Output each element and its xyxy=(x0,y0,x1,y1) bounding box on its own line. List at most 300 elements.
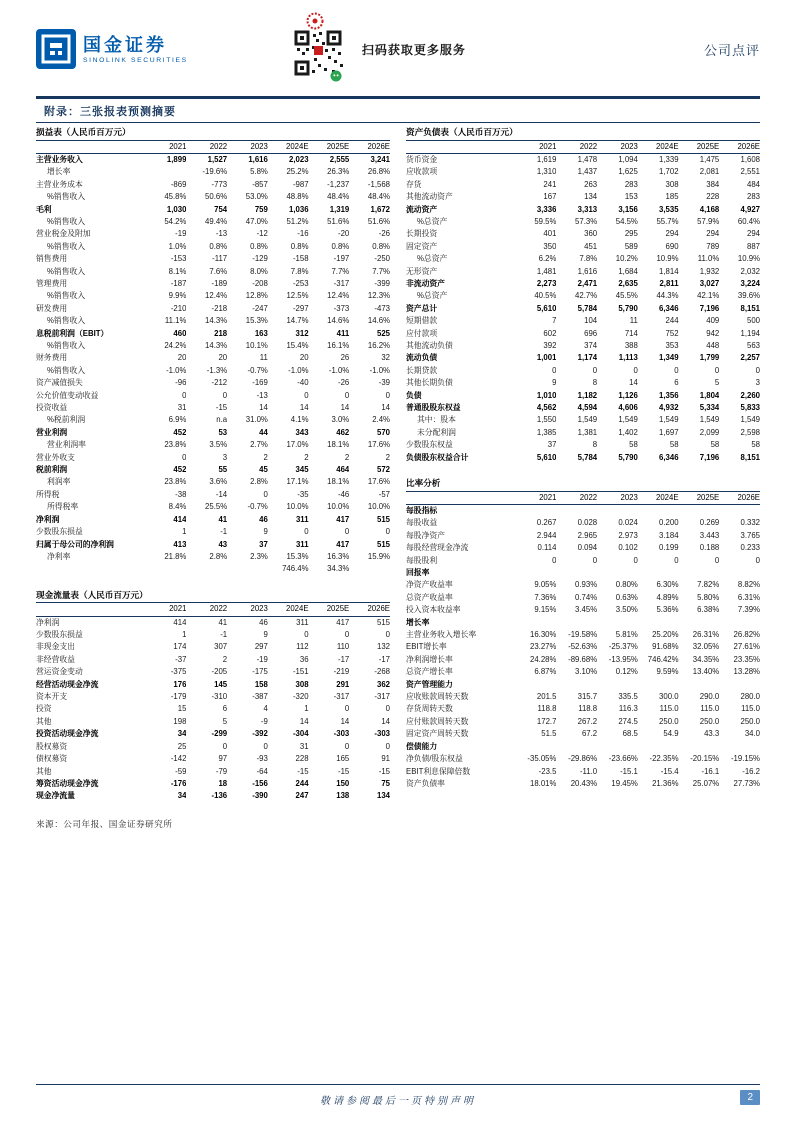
cell-value: 4,927 xyxy=(740,204,760,214)
table-row xyxy=(406,414,760,426)
cell-value: 5,833 xyxy=(740,403,760,413)
cell-value: 0 xyxy=(344,390,350,400)
cell-value xyxy=(597,567,638,579)
cell-value: -129 xyxy=(252,254,268,264)
row-label: 增长率 xyxy=(47,167,71,177)
cell-value: 12.3% xyxy=(367,291,390,301)
cell-value: -303 xyxy=(374,729,390,739)
cell-value: 51.2% xyxy=(286,216,309,226)
cell-value: 4 xyxy=(263,704,268,714)
table-row xyxy=(406,377,760,389)
year-header-cell: 2022 xyxy=(556,140,597,153)
table-row xyxy=(36,629,390,641)
cell-value: 2,598 xyxy=(740,427,760,437)
cell-value: 5.81% xyxy=(615,630,638,640)
cell-value: 9.15% xyxy=(534,605,557,615)
cell-value: 401 xyxy=(543,229,557,239)
row-label: 固定资产 xyxy=(406,241,438,251)
cell-value: 112 xyxy=(296,642,309,652)
row-label: 其他 xyxy=(36,766,52,776)
cell-value: 3,027 xyxy=(699,278,720,288)
cell-value: 4,594 xyxy=(577,403,598,413)
row-label: 管理费用 xyxy=(36,278,68,288)
cell-value: 0 xyxy=(633,365,638,375)
corner-cell xyxy=(406,491,516,504)
brand-name-en: SINOLINK SECURITIES xyxy=(83,56,188,64)
cell-value: -39 xyxy=(378,378,390,388)
cell-value: 24.28% xyxy=(529,654,557,664)
row-label: 回报率 xyxy=(406,568,430,577)
table-row xyxy=(36,778,390,790)
cell-value: 0.8% xyxy=(331,241,350,251)
cell-value: 8.1% xyxy=(168,266,187,276)
cell-value: 2.973 xyxy=(618,530,638,540)
cell-value: 97 xyxy=(218,754,228,764)
cell-value: 392 xyxy=(543,341,557,350)
table-row xyxy=(36,703,390,715)
cell-value: -16.1 xyxy=(701,766,720,776)
row-label: 非现金支出 xyxy=(36,642,75,652)
cell-value: 300.0 xyxy=(659,692,679,702)
cell-value: 1,126 xyxy=(618,390,638,400)
cell-value: 0.188 xyxy=(699,543,720,553)
brand-text xyxy=(83,35,188,64)
cell-value: 5 xyxy=(222,716,228,726)
row-label: 其中：股本 xyxy=(417,415,456,425)
cell-value xyxy=(719,741,760,753)
cell-value: 11.0% xyxy=(697,254,720,264)
row-label: 营业利润率 xyxy=(47,440,86,450)
cell-value: 118.8 xyxy=(537,704,557,714)
cell-value: 4.1% xyxy=(290,415,309,425)
cell-value: 31 xyxy=(299,741,309,751)
cell-value: 198 xyxy=(173,716,187,726)
cell-value: 283 xyxy=(746,192,760,202)
cell-value: 14 xyxy=(381,403,390,413)
cell-value: 1,001 xyxy=(536,353,557,363)
cell-value: 8 xyxy=(592,440,598,450)
cell-value: 37 xyxy=(259,539,268,549)
cell-value: 0.63% xyxy=(615,592,638,602)
table-row xyxy=(36,679,390,691)
row-label: %税前利润 xyxy=(47,415,86,425)
table-row xyxy=(36,666,390,678)
cell-value: 1,550 xyxy=(536,415,557,425)
cell-value: -304 xyxy=(292,729,309,739)
table-row xyxy=(36,790,390,802)
cash_flow-grid xyxy=(36,589,390,803)
cell-value: -20 xyxy=(337,229,350,239)
row-label: 税前利润 xyxy=(36,465,68,475)
table-row xyxy=(406,592,760,604)
cell-value: 34.0 xyxy=(744,729,760,739)
table-row xyxy=(406,328,760,340)
cell-value: 0.8% xyxy=(372,241,390,251)
table-row xyxy=(406,452,760,464)
cell-value: 244 xyxy=(665,316,679,326)
table-title-row xyxy=(36,589,390,603)
cell-value: 14.7% xyxy=(286,316,309,326)
row-label: 投入资本收益率 xyxy=(406,605,461,615)
cell-value: 6.2% xyxy=(538,254,557,264)
cell-value: -317 xyxy=(333,278,350,288)
table-row xyxy=(36,563,390,575)
cell-value: 0.267 xyxy=(536,518,557,528)
cell-value: -117 xyxy=(212,254,228,264)
cell-value: 4,168 xyxy=(699,204,720,214)
cell-value: 26 xyxy=(340,353,350,363)
cell-value: 515 xyxy=(376,514,390,524)
cell-value: 25 xyxy=(177,741,187,751)
cell-value: 294 xyxy=(706,229,720,239)
cell-value: -13 xyxy=(215,229,228,239)
brand xyxy=(36,29,188,69)
row-label: 短期借款 xyxy=(406,316,438,326)
cell-value: 14 xyxy=(629,378,638,388)
cell-value: 6,346 xyxy=(659,452,679,462)
cell-value: -12 xyxy=(256,229,268,239)
cell-value: 104 xyxy=(584,316,598,326)
cell-value: 2,032 xyxy=(740,266,760,276)
table-row xyxy=(406,679,760,691)
cell-value: 54.9 xyxy=(663,729,679,739)
cell-value: 291 xyxy=(336,679,350,689)
table-row xyxy=(406,216,760,228)
cell-value: -250 xyxy=(374,254,390,264)
row-label: 销售费用 xyxy=(36,254,68,264)
cell-value: -22.35% xyxy=(649,754,679,764)
year-header-cell: 2021 xyxy=(146,603,187,616)
cell-value: 26.82% xyxy=(733,630,760,640)
cell-value xyxy=(556,617,597,629)
row-label: 资产减值损失 xyxy=(36,378,83,388)
cell-value: 47.0% xyxy=(245,216,268,226)
cell-value: 5,784 xyxy=(577,452,598,462)
row-label: 流动负债 xyxy=(406,353,438,363)
cell-value: 7,196 xyxy=(699,452,720,462)
row-label: 其他流动负债 xyxy=(406,341,453,350)
cell-value: -373 xyxy=(333,303,350,313)
table-row xyxy=(406,604,760,616)
cell-value: 55.7% xyxy=(656,216,679,226)
cell-value: 10.0% xyxy=(327,502,350,512)
cell-value: 3,224 xyxy=(740,278,760,288)
page-header xyxy=(36,16,760,82)
cell-value: 374 xyxy=(584,341,598,350)
cell-value: 50.6% xyxy=(205,192,228,202)
cell-value: 1,381 xyxy=(577,427,598,437)
cell-value: 0 xyxy=(344,630,350,640)
cell-value: 48.8% xyxy=(286,192,309,202)
table-row xyxy=(406,352,760,364)
row-label: 营运资金变动 xyxy=(36,667,83,677)
table-row xyxy=(36,278,390,290)
row-label: %销售收入 xyxy=(47,316,86,326)
tables-area xyxy=(36,126,760,803)
cell-value: -15.4 xyxy=(660,766,679,776)
cell-value: 67.2 xyxy=(581,729,598,739)
cell-value: -297 xyxy=(292,303,309,313)
row-label: 利润率 xyxy=(47,477,71,487)
cell-value: 5 xyxy=(714,378,720,388)
row-label: 总资产收益率 xyxy=(406,592,453,602)
cell-value: 44 xyxy=(259,427,268,437)
cell-value: 2,260 xyxy=(740,390,760,400)
cell-value: 0 xyxy=(755,365,760,375)
cell-value: 58 xyxy=(710,440,720,450)
row-label: %销售收入 xyxy=(47,291,86,301)
row-label: 增长率 xyxy=(406,617,430,627)
table-row xyxy=(36,414,390,426)
cell-value: -15 xyxy=(215,403,228,413)
cell-value: 746.4% xyxy=(282,564,309,574)
cell-value: 172.7 xyxy=(536,716,557,726)
table-row xyxy=(36,439,390,451)
cell-value: 0.8% xyxy=(209,241,228,251)
cell-value: 167 xyxy=(543,192,557,202)
cell-value: 752 xyxy=(665,328,679,338)
cell-value: 5,790 xyxy=(618,452,638,462)
cell-value: 1 xyxy=(182,630,187,640)
cell-value: 1,349 xyxy=(659,353,679,363)
row-label: EBIT利息保障倍数 xyxy=(406,766,471,776)
cell-value: 2,471 xyxy=(577,278,598,288)
cell-value: 311 xyxy=(295,539,309,549)
cell-value: 15.4% xyxy=(286,341,309,350)
cell-value: 2 xyxy=(344,452,350,462)
cell-value: 174 xyxy=(173,642,187,652)
red-seal-icon xyxy=(302,12,328,30)
cell-value: 1,182 xyxy=(577,390,598,400)
cell-value: 448 xyxy=(706,341,720,350)
cell-value: 0 xyxy=(552,365,557,375)
cell-value: 8.0% xyxy=(250,266,268,276)
table-row xyxy=(36,514,390,526)
cell-value: 290.0 xyxy=(699,692,720,702)
cell-value: 2.965 xyxy=(577,530,598,540)
table-row xyxy=(36,551,390,563)
table-row xyxy=(36,641,390,653)
cell-value: 307 xyxy=(214,642,228,652)
cell-value: 3.10% xyxy=(575,667,598,677)
row-label: %销售收入 xyxy=(47,365,86,375)
cell-value: 14 xyxy=(299,403,309,413)
cell-value: 1,608 xyxy=(740,154,760,164)
cell-value: 0 xyxy=(592,365,598,375)
table-row xyxy=(36,166,390,178)
row-label: %销售收入 xyxy=(47,192,86,202)
cell-value: 5.80% xyxy=(697,592,720,602)
cell-value: 241 xyxy=(543,179,557,189)
cell-value: 17.6% xyxy=(367,477,390,487)
row-label: 债权募资 xyxy=(36,754,68,764)
cell-value: -320 xyxy=(292,692,309,702)
cell-value: 21.8% xyxy=(164,551,187,561)
table-row xyxy=(406,567,760,579)
table-row xyxy=(406,542,760,554)
row-label: 现金净流量 xyxy=(36,791,75,801)
cell-value: 8.82% xyxy=(737,580,760,590)
cell-value: -0.7% xyxy=(247,502,268,512)
row-label: 少数股东权益 xyxy=(406,440,453,450)
cell-value: 0.269 xyxy=(699,518,720,528)
cell-value: -208 xyxy=(252,278,268,288)
cell-value: 3.5% xyxy=(209,440,228,450)
row-label: 长期投资 xyxy=(406,229,438,239)
cell-value: 0.8% xyxy=(250,241,268,251)
cell-value: 0 xyxy=(344,704,350,714)
cell-value xyxy=(679,504,720,517)
cell-value: 44.3% xyxy=(656,291,679,301)
cell-value: -57 xyxy=(378,489,390,499)
cell-value xyxy=(679,741,720,753)
table-row xyxy=(36,476,390,488)
cell-value: -375 xyxy=(170,667,187,677)
cell-value: 45.8% xyxy=(164,192,187,202)
cell-value: 17.1% xyxy=(286,477,309,487)
cell-value: 25.20% xyxy=(652,630,679,640)
cell-value: -169 xyxy=(252,378,268,388)
cell-value: 45 xyxy=(259,465,268,475)
cell-value: 1,036 xyxy=(289,204,309,214)
cell-value: 51.6% xyxy=(327,216,350,226)
table-row xyxy=(36,153,390,166)
table-row xyxy=(406,166,760,178)
cell-value: -310 xyxy=(211,692,228,702)
cell-value xyxy=(638,567,679,579)
cell-value: -153 xyxy=(170,254,187,264)
cell-value: 1,174 xyxy=(577,353,598,363)
cell-value: 360 xyxy=(584,229,598,239)
cell-value: -1.0% xyxy=(166,365,187,375)
table-row xyxy=(406,579,760,591)
cell-value: 13.40% xyxy=(692,667,720,677)
cell-value: 46 xyxy=(259,514,268,524)
cell-value: 68.5 xyxy=(622,729,638,739)
cell-value xyxy=(556,741,597,753)
year-header-cell: 2026E xyxy=(719,140,760,153)
cell-value: -89.68% xyxy=(568,654,598,664)
cell-value: 1 xyxy=(304,704,309,714)
cell-value xyxy=(186,563,227,575)
cell-value: 51.6% xyxy=(367,216,390,226)
cell-value: 1,030 xyxy=(166,204,187,214)
cell-value: 462 xyxy=(336,427,350,437)
cell-value: -25.37% xyxy=(608,642,638,652)
table-row xyxy=(36,216,390,228)
cell-value: 343 xyxy=(295,427,309,437)
cell-value xyxy=(146,563,187,575)
corner-cell xyxy=(36,603,146,616)
cell-value: 42.1% xyxy=(697,291,720,301)
cell-value: 14 xyxy=(381,716,390,726)
row-label: EBIT增长率 xyxy=(406,642,447,652)
cell-value: -253 xyxy=(292,278,309,288)
row-label: 每股指标 xyxy=(406,505,438,515)
cell-value: 6.38% xyxy=(697,605,720,615)
cell-value: 75 xyxy=(381,778,390,788)
table-row xyxy=(36,716,390,728)
table-row xyxy=(36,328,390,340)
cell-value: 1,437 xyxy=(577,167,598,177)
row-label: 营业利润 xyxy=(36,427,68,437)
cell-value: -40 xyxy=(297,378,309,388)
cell-value: 1,799 xyxy=(699,353,720,363)
row-label: 流动资产 xyxy=(406,204,438,214)
cell-value: 0 xyxy=(674,365,679,375)
cell-value: 0 xyxy=(385,741,390,751)
cell-value: 452 xyxy=(173,465,187,475)
cell-value: 20 xyxy=(299,353,309,363)
cell-value: -392 xyxy=(252,729,268,739)
source-note: 来源：公司年报、国金证券研究所 xyxy=(36,819,173,829)
cell-value: 14 xyxy=(340,716,350,726)
cell-value: 384 xyxy=(706,179,720,189)
table-row xyxy=(406,504,760,517)
cell-value: 2,555 xyxy=(329,154,350,164)
table-row xyxy=(406,766,760,778)
cell-value: -64 xyxy=(256,766,268,776)
cell-value: 23.8% xyxy=(164,477,187,487)
row-label: 资产负债率 xyxy=(406,778,445,788)
cell-value: 2,099 xyxy=(699,427,720,437)
cell-value: 7.39% xyxy=(737,605,760,615)
table-row xyxy=(406,741,760,753)
cell-value: 18.1% xyxy=(327,440,350,450)
cell-value: 0 xyxy=(344,741,350,751)
cell-value: 36 xyxy=(299,654,309,664)
cell-value: 9.9% xyxy=(168,291,187,301)
cell-value: 31.0% xyxy=(245,415,268,425)
cell-value: 18.01% xyxy=(529,778,557,788)
qr-code xyxy=(288,18,348,80)
cell-value: 41 xyxy=(218,514,228,524)
cell-value: 0.80% xyxy=(615,580,638,590)
cell-value xyxy=(556,567,597,579)
cell-value: -176 xyxy=(170,778,187,788)
row-label: 未分配利润 xyxy=(417,427,456,437)
cell-value: 39.6% xyxy=(737,291,760,301)
cell-value xyxy=(556,504,597,517)
cell-value: 1,385 xyxy=(536,427,557,437)
cell-value: 4,562 xyxy=(536,403,557,413)
cell-value: -1.0% xyxy=(288,365,309,375)
cell-value: -156 xyxy=(252,778,268,788)
cell-value: -205 xyxy=(211,667,228,677)
year-header-cell: 2026E xyxy=(719,491,760,504)
table-title: 比率分析 xyxy=(406,477,760,491)
cell-value: 4.89% xyxy=(656,592,679,602)
cell-value: 0.12% xyxy=(615,667,638,677)
cell-value: 7.6% xyxy=(209,266,228,276)
cell-value: 602 xyxy=(543,328,557,338)
cell-value: 0.094 xyxy=(577,543,598,553)
row-label: 其他 xyxy=(36,716,52,726)
row-label: 投资收益 xyxy=(36,403,68,413)
cell-value: 789 xyxy=(706,241,720,251)
cell-value: 14.3% xyxy=(205,316,228,326)
cell-value: -13 xyxy=(256,390,268,400)
cell-value: 7.8% xyxy=(579,254,598,264)
years-header-row xyxy=(36,603,390,616)
cell-value: 3,156 xyxy=(618,204,638,214)
cell-value: -16.2 xyxy=(742,766,760,776)
corner-cell xyxy=(36,140,146,153)
disclaimer-text: 敬请参阅最后一页特别声明 xyxy=(320,1096,476,1107)
appendix-title: 附录：三张报表预测摘要 xyxy=(36,96,760,123)
cell-value: -23.66% xyxy=(608,754,638,764)
cell-value: 14 xyxy=(340,403,350,413)
